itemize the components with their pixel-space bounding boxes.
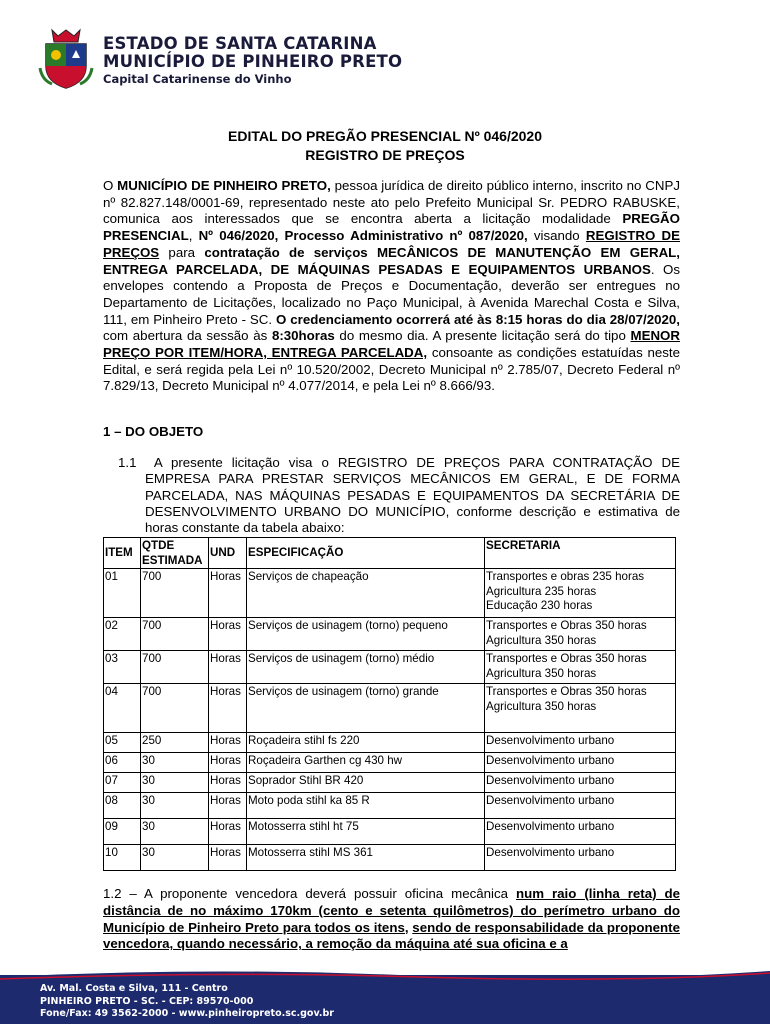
cell-secretaria: [485, 651, 676, 684]
cell-especificacao: Motosserra stihl MS 361: [247, 845, 485, 871]
intro-paragraph: [103, 178, 680, 395]
cell-especificacao: Serviços de usinagem (torno) grande: [247, 684, 485, 733]
intro-text: com abertura da sessão às: [103, 328, 272, 344]
cell-secretaria: [485, 773, 676, 793]
cell-item: 06: [104, 753, 141, 773]
table-row: [104, 569, 676, 618]
document-subtitle: REGISTRO DE PREÇOS: [305, 147, 465, 163]
item-bold-underlined: num raio (linha reta) de distância de no máximo 170km (cento e setenta quilômetros) do perímetro urbano do Município de Pinheiro Preto para todos os itens,: [103, 886, 680, 935]
table-row: [104, 618, 676, 651]
intro-bold: O credenciamento ocorrerá até às 8:15 horas do dia 28/07/2020,: [276, 311, 680, 327]
document-title: EDITAL DO PREGÃO PRESENCIAL Nº 046/2020: [228, 128, 542, 144]
item-1-2: [103, 886, 680, 953]
secretaria-line: Desenvolvimento urbano: [486, 820, 615, 833]
cell-item: 10: [104, 845, 141, 871]
cell-item: 07: [104, 773, 141, 793]
intro-bold: PREGÃO PRESENCIAL: [103, 211, 680, 244]
secretaria-line: Educação 230 horas: [486, 599, 593, 612]
cell-secretaria: [485, 733, 676, 753]
table-row: [104, 793, 676, 819]
cell-secretaria: [485, 793, 676, 819]
cell-qtde: 700: [141, 618, 209, 651]
cell-item: 03: [104, 651, 141, 684]
footer-address: Av. Mal. Costa e Silva, 111 - Centro: [40, 983, 228, 994]
cell-qtde: 30: [141, 819, 209, 845]
table-row: [104, 845, 676, 871]
table-row: [104, 733, 676, 753]
cell-especificacao: Soprador Stihl BR 420: [247, 773, 485, 793]
intro-bold: contratação de serviços MECÂNICOS DE MANUTENÇÃO EM GERAL, ENTREGA PARCELADA, DE MÁQUINAS PESADAS E EQUIPAMENTOS URBANOS: [103, 244, 680, 277]
cell-especificacao: Serviços de usinagem (torno) médio: [247, 651, 485, 684]
cell-especificacao: Serviços de chapeação: [247, 569, 485, 618]
cell-und: Horas: [209, 733, 247, 753]
table-row: [104, 651, 676, 684]
item-bold-underlined: sendo de responsabilidade da proponente vencedora, quando necessário, a remoção da máquina até sua oficina e a: [103, 919, 680, 952]
cell-qtde: 30: [141, 753, 209, 773]
secretaria-line: Agricultura 350 horas: [486, 633, 597, 647]
table-row: [104, 773, 676, 793]
cell-und: Horas: [209, 569, 247, 618]
footer-band: [0, 975, 770, 1024]
footer-city-cep: PINHEIRO PRETO - SC. - CEP: 89570-000: [40, 995, 254, 1007]
col-header-secretaria: SECRETARIA: [485, 538, 676, 569]
secretaria-line: Transportes e obras 235 horas: [486, 570, 645, 583]
intro-text: O: [103, 178, 118, 193]
intro-bold-underlined: REGISTRO DE PREÇOS: [103, 228, 680, 260]
letterhead: [0, 0, 770, 100]
col-header-item: ITEM: [104, 538, 141, 569]
intro-text: pessoa jurídica de direito público interno, inscrito no CNPJ nº 82.827.148/0001-69, representado neste ato pelo Prefeito Municipal Sr. PEDRO RABUSKE, comunica aos interessados que se encontra aberta a licitação modalidade: [103, 178, 680, 227]
intro-text: consoante as condições estatuídas neste Edital, e será regida pela Lei nº 10.520/2002, Decreto Municipal nº 2.785/07, Decreto Federal nº 7.829/13, Decreto Municipal nº 4.077/2014, e pela Lei nº 8.666/93.: [103, 345, 680, 394]
cell-item: 04: [104, 684, 141, 733]
intro-bold: Nº 046/2020, Processo Administrativo nº 087/2020,: [198, 228, 528, 244]
cell-secretaria: [485, 845, 676, 871]
cell-qtde: 700: [141, 684, 209, 733]
secretaria-line: Agricultura 350 horas: [486, 666, 597, 680]
table-row: [104, 819, 676, 845]
secretaria-line: Transportes e Obras 350 horas: [486, 685, 647, 698]
intro-text: ,: [188, 228, 199, 244]
cell-secretaria: [485, 684, 676, 733]
cell-und: Horas: [209, 618, 247, 651]
secretaria-line: Agricultura 350 horas: [486, 699, 597, 713]
cell-secretaria: [485, 819, 676, 845]
items-table: [103, 537, 676, 871]
intro-text: do mesmo dia. A presente licitação será do tipo: [334, 328, 631, 344]
cell-und: Horas: [209, 684, 247, 733]
header-state-name: ESTADO DE SANTA CATARINA: [103, 34, 377, 53]
cell-especificacao: Motosserra stihl ht 75: [247, 819, 485, 845]
intro-bold-underlined: MENOR PREÇO POR ITEM/HORA, ENTREGA PARCELADA,: [103, 328, 680, 361]
cell-und: Horas: [209, 845, 247, 871]
footer-wave-decoration: [0, 967, 770, 983]
secretaria-line: Transportes e Obras 350 horas: [486, 652, 647, 665]
section-heading: 1 – DO OBJETO: [103, 424, 204, 439]
item-text: A presente licitação visa o REGISTRO DE PREÇOS PARA CONTRATAÇÃO DE EMPRESA PARA PRESTAR SERVIÇOS MECÂNICOS EM GERAL, E DE FORMA PARCELADA, NAS MÁQUINAS PESADAS E EQUIPAMENTOS DA SECRETÁRIA DE DESENVOLVIMENTO URBANO DO MUNICÍPIO, conforme descrição e estimativa de horas constante da tabela abaixo:: [145, 455, 680, 536]
secretaria-line: Desenvolvimento urbano: [486, 734, 615, 747]
cell-secretaria: [485, 753, 676, 773]
intro-bold: 8:30horas: [271, 328, 335, 344]
secretaria-line: Desenvolvimento urbano: [486, 794, 615, 807]
cell-qtde: 30: [141, 845, 209, 871]
cell-secretaria: [485, 569, 676, 618]
cell-especificacao: Roçadeira stihl fs 220: [247, 733, 485, 753]
header-municipality-name: MUNICÍPIO DE PINHEIRO PRETO: [103, 52, 403, 71]
table-row: [104, 753, 676, 773]
intro-bold: MUNICÍPIO DE PINHEIRO PRETO,: [117, 178, 331, 193]
header-slogan: Capital Catarinense do Vinho: [103, 72, 292, 86]
cell-especificacao: Serviços de usinagem (torno) pequeno: [247, 618, 485, 651]
item-text: 1.2 – A proponente vencedora deverá possuir oficina mecânica: [103, 886, 516, 901]
cell-item: 08: [104, 793, 141, 819]
intro-text: visando: [527, 228, 586, 244]
secretaria-line: Desenvolvimento urbano: [486, 846, 615, 859]
intro-text: para: [159, 244, 205, 260]
cell-qtde: 30: [141, 793, 209, 819]
secretaria-line: Agricultura 235 horas: [486, 584, 597, 598]
secretaria-line: Desenvolvimento urbano: [486, 754, 615, 767]
cell-und: Horas: [209, 651, 247, 684]
municipal-coat-of-arms-icon: [38, 28, 94, 90]
cell-item: 09: [104, 819, 141, 845]
cell-und: Horas: [209, 753, 247, 773]
cell-item: 05: [104, 733, 141, 753]
secretaria-line: Desenvolvimento urbano: [486, 774, 615, 787]
footer-contact: Fone/Fax: 49 3562-2000 - www.pinheiropreto.sc.gov.br: [40, 1008, 334, 1019]
cell-qtde: 30: [141, 773, 209, 793]
secretaria-line: Transportes e Obras 350 horas: [486, 619, 647, 632]
intro-text: . Os envelopes contendo a Proposta de Preços e Documentação, deverão ser entregues no Departamento de Licitações, localizado no Paço Municipal, à Avenida Marechal Costa e Silva, 111, em Pinheiro Preto - SC.: [103, 261, 680, 327]
cell-item: 02: [104, 618, 141, 651]
col-header-und: UND: [209, 538, 247, 569]
cell-secretaria: [485, 618, 676, 651]
cell-especificacao: Roçadeira Garthen cg 430 hw: [247, 753, 485, 773]
table-header-row: [104, 538, 676, 569]
item-number: 1.1: [118, 455, 137, 470]
cell-qtde: 250: [141, 733, 209, 753]
cell-und: Horas: [209, 773, 247, 793]
table-row: [104, 684, 676, 733]
col-header-especificacao: ESPECIFICAÇÃO: [247, 538, 485, 569]
cell-und: Horas: [209, 793, 247, 819]
cell-qtde: 700: [141, 569, 209, 618]
item-1-1: [118, 455, 680, 536]
cell-especificacao: Moto poda stihl ka 85 R: [247, 793, 485, 819]
cell-item: 01: [104, 569, 141, 618]
col-header-qtde: QTDE ESTIMADA: [141, 538, 209, 569]
cell-und: Horas: [209, 819, 247, 845]
cell-qtde: 700: [141, 651, 209, 684]
